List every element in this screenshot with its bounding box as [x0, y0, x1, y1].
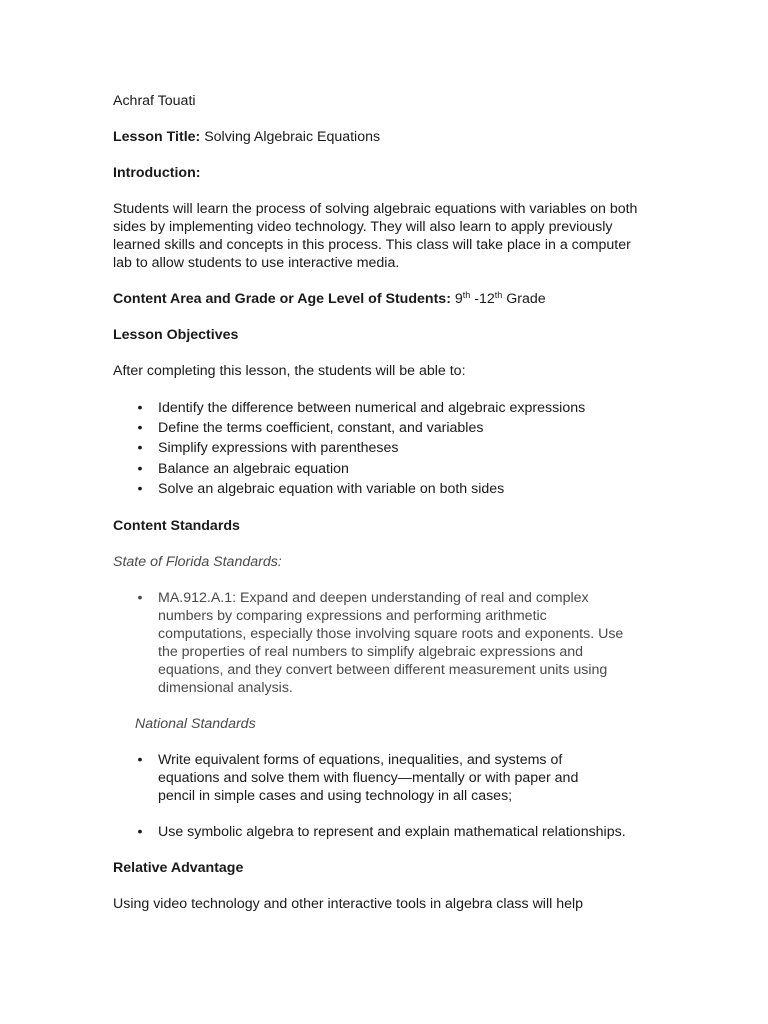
bullet-icon: • [137, 420, 143, 437]
list-item: • Use symbolic algebra to represent and explain mathematical relationships. [113, 823, 673, 841]
bullet-icon: • [137, 460, 143, 477]
list-item: • Simplify expressions with parentheses [113, 438, 673, 458]
grade-start-suffix: th [462, 290, 471, 300]
list-item: • MA.912.A.1: Expand and deepen understanding of real and complex numbers by comparing expressions and performing arithmetic computations, especially those involving square roots and exponents. Use the properties of real numbers to simplify algebraic expressions and equations, and they convert between different measurement units using dimensional analysis. [113, 589, 628, 697]
list-item: • Identify the difference between numerical and algebraic expressions [113, 398, 673, 418]
objectives-intro: After completing this lesson, the students will be able to: [113, 363, 466, 379]
objectives-heading: Lesson Objectives [113, 327, 239, 343]
grade-start: 9 [454, 291, 463, 307]
lesson-title-value: Solving Algebraic Equations [204, 129, 381, 145]
bullet-icon: • [137, 752, 143, 769]
list-item: • Solve an algebraic equation with variable on both sides [113, 479, 673, 499]
national-standards-list [113, 751, 673, 841]
list-item: • Define the terms coefficient, constant, and variables [113, 418, 673, 438]
relative-advantage-text: Using video technology and other interactive tools in algebra class will help [113, 896, 584, 913]
grade-word: Grade [502, 291, 546, 307]
content-area-line [113, 290, 673, 308]
florida-standards-list [113, 589, 673, 697]
list-item: • Balance an algebraic equation [113, 459, 673, 479]
bullet-icon: • [137, 440, 143, 457]
lesson-title-line [113, 128, 673, 146]
objectives-list [113, 398, 673, 499]
author-name: Achraf Touati [113, 93, 196, 109]
grade-end-suffix: th [494, 290, 503, 300]
national-standards-label: National Standards [135, 716, 256, 733]
florida-standards-label: State of Florida Standards: [113, 554, 282, 571]
introduction-heading: Introduction: [113, 165, 201, 181]
bullet-icon: • [137, 824, 143, 841]
standards-heading: Content Standards [113, 518, 240, 535]
bullet-icon: • [137, 590, 143, 607]
lesson-title-label: Lesson Title: [113, 129, 201, 145]
bullet-icon: • [137, 480, 143, 497]
relative-advantage-heading: Relative Advantage [113, 860, 244, 877]
document-page [113, 92, 673, 931]
list-item: • Write equivalent forms of equations, inequalities, and systems of equations and solve them with fluency—mentally or with paper and pencil in simple cases and using technology in all cases; [113, 751, 608, 805]
grade-dash: -12 [470, 291, 495, 307]
bullet-icon: • [137, 400, 143, 416]
introduction-text: Students will learn the process of solving algebraic equations with variables on both sides by implementing video technology. They will also learn to apply previously learned skills and concepts in this process. This class will take place in a computer lab to allow students to use interactive media. [113, 201, 638, 271]
content-area-label: Content Area and Grade or Age Level of Students: [113, 291, 451, 307]
